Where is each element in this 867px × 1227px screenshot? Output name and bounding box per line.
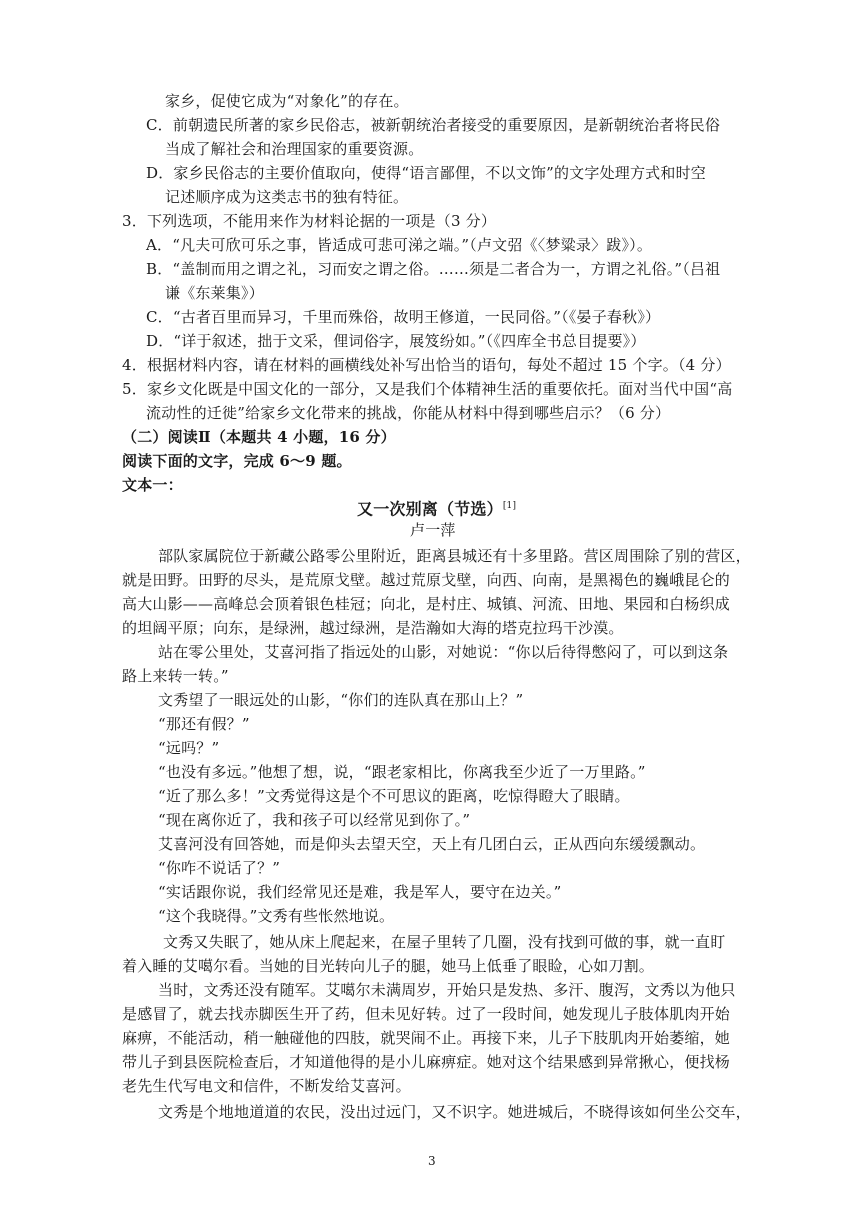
body-line: 就是田野。田野的尽头，是荒原戈壁。越过荒原戈壁，向西、向南，是黑褐色的巍峨昆仑的 bbox=[122, 571, 731, 589]
body-line: 麻痹，不能活动，稍一触碰他的四肢，就哭闹不止。再接下来，儿子下肢肌肉开始萎缩，她 bbox=[122, 1029, 731, 1047]
body-line: 艾喜河没有回答她，而是仰头去望天空，天上有几团白云，正从西向东缓缓飘动。 bbox=[158, 835, 706, 853]
body-line: “你咋不说话了？” bbox=[158, 859, 281, 877]
body-line: 文秀是个地地道道的农民，没出过远门，又不识字。她进城后，不晓得该如何坐公交车， bbox=[158, 1103, 751, 1121]
body-line: 高大山影——高峰总会顶着银色桂冠；向北，是村庄、城镇、河流、田地、果园和白杨织成 bbox=[122, 595, 731, 613]
q2-option-b-tail: 家乡，促使它成为“对象化”的存在。 bbox=[165, 92, 409, 110]
q4-stem: 4．根据材料内容，请在材料的画横线处补写出恰当的语句，每处不超过 15 个字。（4 分） bbox=[122, 356, 731, 374]
body-line: 是感冒了，就去找赤脚医生开了药，但未见好转。过了一段时间，她发现儿子肢体肌肉开始 bbox=[122, 1005, 731, 1023]
body-line: “近了那么多！”文秀觉得这是个不可思议的距离，吃惊得瞪大了眼睛。 bbox=[158, 787, 630, 805]
body-line: 老先生代写电文和信件，不断发给艾喜河。 bbox=[122, 1077, 411, 1095]
q3-stem: 3．下列选项，不能用来作为材料论据的一项是（3 分） bbox=[122, 212, 497, 230]
body-line: 文秀又失眠了，她从床上爬起来，在屋子里转了几圈，没有找到可做的事，就一直盯 bbox=[163, 933, 726, 951]
body-line: “现在离你近了，我和孩子可以经常见到你了。” bbox=[158, 811, 471, 829]
q3-option-b: B．“盖制而用之谓之礼，习而安之谓之俗。……须是二者合为一，方谓之礼俗。”（吕祖 bbox=[146, 260, 721, 278]
body-line: “这个我晓得。”文秀有些怅然地说。 bbox=[158, 907, 395, 925]
reading-instruction: 阅读下面的文字，完成 6～9 题。 bbox=[122, 452, 352, 470]
q2-option-d: D．家乡民俗志的主要价值取向，使得“语言鄙俚，不以文饰”的文字处理方式和时空 bbox=[146, 164, 706, 182]
body-line: 路上来转一转。” bbox=[122, 667, 229, 685]
body-line: “实话跟你说，我们经常见还是难，我是军人，要守在边关。” bbox=[158, 883, 562, 901]
body-line: 带儿子到县医院检查后，才知道他得的是小儿麻痹症。她对这个结果感到异常揪心，便找杨 bbox=[122, 1053, 731, 1071]
article-title bbox=[357, 496, 516, 519]
q2-option-c: C．前朝遗民所著的家乡民俗志，被新朝统治者接受的重要原因，是新朝统治者将民俗 bbox=[146, 116, 721, 134]
q2-option-c-cont: 当成了解社会和治理国家的重要资源。 bbox=[165, 140, 424, 158]
article-author: 卢一萍 bbox=[410, 521, 456, 539]
q3-option-b-cont: 谦《东莱集》） bbox=[165, 284, 264, 302]
q5-stem: 5．家乡文化既是中国文化的一部分，又是我们个体精神生活的重要依托。面对当代中国“高 bbox=[122, 380, 733, 398]
section-heading: （二）阅读Ⅱ（本题共 4 小题，16 分） bbox=[122, 428, 396, 446]
body-line: 的坦阔平原；向东，是绿洲，越过绿洲，是浩瀚如大海的塔克拉玛干沙漠。 bbox=[122, 619, 624, 637]
body-line: 着入睡的艾噶尔看。当她的目光转向儿子的腿，她马上低垂了眼睑，心如刀割。 bbox=[122, 957, 655, 975]
q2-option-d-cont: 记述顺序成为这类志书的独有特征。 bbox=[165, 188, 409, 206]
q3-option-a: A．“凡夫可欣可乐之事，皆适成可悲可涕之端。”（卢文弨《〈梦粱录〉跋》）。 bbox=[146, 236, 653, 254]
body-line: “那还有假？” bbox=[158, 715, 250, 733]
q3-option-c: C．“古者百里而异习，千里而殊俗，故明王修道，一民同俗。”（《晏子春秋》） bbox=[146, 308, 661, 326]
text-label: 文本一： bbox=[122, 476, 183, 494]
body-line: 文秀望了一眼远处的山影，“你们的连队真在那山上？” bbox=[158, 691, 524, 709]
q5-stem-cont: 流动性的迁徙”给家乡文化带来的挑战，你能从材料中得到哪些启示？（6 分） bbox=[146, 404, 671, 422]
q3-option-d: D．“详于叙述，拙于文采，俚词俗字，展笈纷如。”（《四库全书总目提要》） bbox=[146, 332, 646, 350]
body-line: 站在零公里处，艾喜河指了指远处的山影，对她说：“你以后待得憋闷了，可以到这条 bbox=[158, 643, 729, 661]
title-footnote-mark: [1] bbox=[502, 501, 517, 511]
body-line: 部队家属院位于新藏公路零公里附近，距离县城还有十多里路。营区周围除了别的营区， bbox=[158, 547, 751, 565]
body-line: “也没有多远。”他想了想，说，“跟老家相比，你离我至少近了一万里路。” bbox=[158, 763, 646, 781]
body-line: 当时，文秀还没有随军。艾噶尔未满周岁，开始只是发热、多汗、腹泻，文秀以为他只 bbox=[158, 981, 736, 999]
article-title-text: 又一次别离（节选） bbox=[357, 499, 503, 519]
page-number: 3 bbox=[428, 1154, 436, 1168]
body-line: “远吗？” bbox=[158, 739, 220, 757]
